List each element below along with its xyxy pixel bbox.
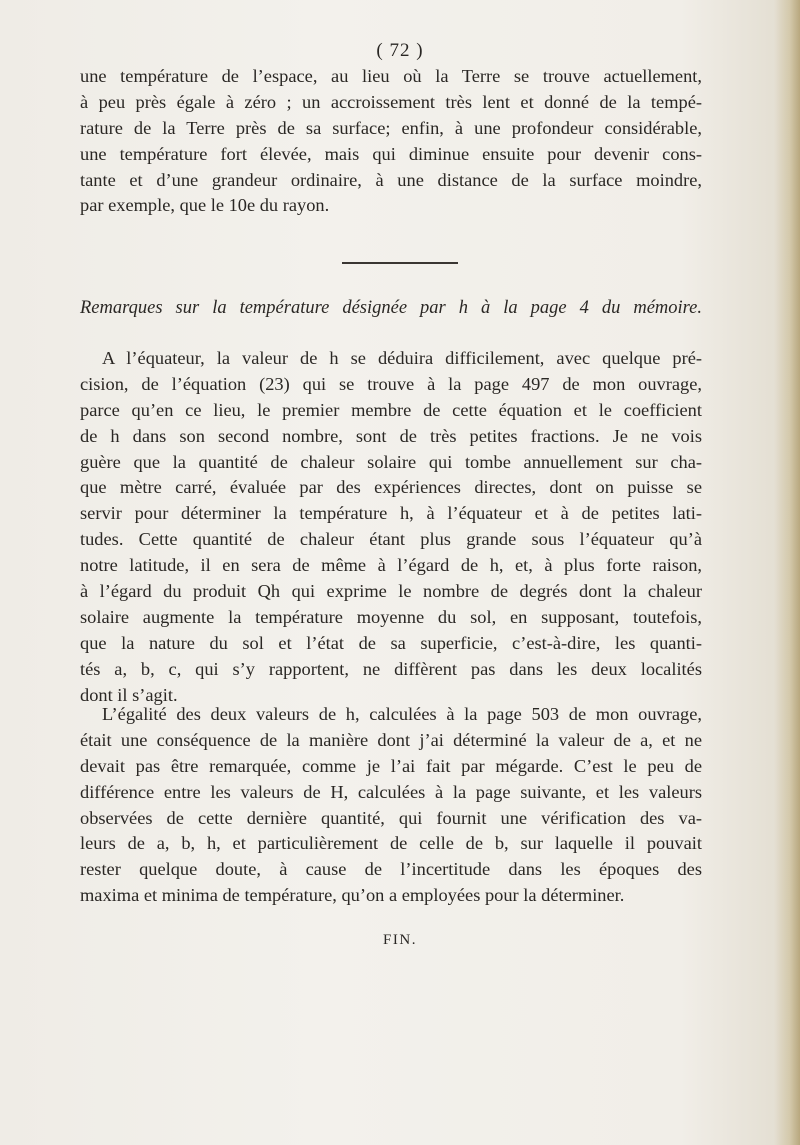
- text-line: cision, de l’équation (23) qui se trouve à la page 497 de mon ouvrage,: [80, 373, 702, 394]
- text-line: A l’équateur, la valeur de h se déduira difficilement, avec quelque pré-: [102, 348, 702, 368]
- text-line: servir pour déterminer la température h, à l’équateur et à de petites lati-: [80, 503, 702, 524]
- section-heading: Remarques sur la température désignée par h à la page 4 du mémoire.: [80, 298, 702, 318]
- text-line: L’égalité des deux valeurs de h, calculées à la page 503 de mon ouvrage,: [102, 704, 702, 724]
- text-line: était une conséquence de la manière dont j’ai déterminé la valeur de a, et ne: [80, 729, 702, 750]
- text-line: guère que la quantité de chaleur solaire qui tombe annuellement sur cha-: [80, 451, 702, 472]
- text-line: notre latitude, il en sera de même à l’égard de h, et, à plus forte raison,: [80, 555, 702, 576]
- paragraph-equator: [80, 346, 702, 708]
- text-line: de h dans son second nombre, sont de très petites fractions. Je ne vois: [80, 425, 702, 446]
- text-line: que la nature du sol et l’état de sa superficie, c’est-à-dire, les quanti-: [80, 632, 702, 653]
- text-line: une température de l’espace, au lieu où la Terre se trouve actuellement,: [80, 66, 702, 86]
- text-line: tés a, b, c, qui s’y rapportent, ne diffèrent pas dans les deux localités: [80, 658, 702, 679]
- text-line: dont il s’agit.: [80, 684, 178, 705]
- text-line: différence entre les valeurs de H, calculées à la page suivante, et les valeurs: [80, 781, 702, 802]
- text-line: que mètre carré, évaluée par des expériences directes, dont on puisse se: [80, 477, 702, 498]
- text-line: rester quelque doute, à cause de l’incertitude dans les époques des: [80, 859, 702, 880]
- text-line: solaire augmente la température moyenne du sol, en supposant, toutefois,: [80, 606, 702, 627]
- text-line: maxima et minima de température, qu’on a employées pour la déterminer.: [80, 885, 625, 906]
- text-line: à peu près égale à zéro ; un accroissement très lent et donné de la tempé-: [80, 91, 702, 112]
- text-line: par exemple, que le 10e du rayon.: [80, 195, 330, 216]
- page-edge-shadow: [774, 0, 800, 1145]
- text-line: à l’égard du produit Qh qui exprime le nombre de degrés dont la chaleur: [80, 581, 702, 602]
- text-line: tante et d’une grandeur ordinaire, à une distance de la surface moindre,: [80, 169, 702, 190]
- page-number: ( 72 ): [376, 40, 424, 61]
- text-line: parce qu’en ce lieu, le premier membre de cette équation et le coefficient: [80, 399, 702, 420]
- text-line: observées de cette dernière quantité, qui fournit une vérification des va-: [80, 807, 702, 828]
- text-line: une température fort élevée, mais qui diminue ensuite pour devenir cons-: [80, 143, 702, 164]
- section-divider: [342, 262, 458, 264]
- text-line: tudes. Cette quantité de chaleur étant plus grande sous l’équateur qu’à: [80, 529, 702, 550]
- end-mark: FIN.: [383, 932, 417, 948]
- text-line: rature de la Terre près de sa surface; enfin, à une profondeur considérable,: [80, 117, 702, 138]
- paragraph-intro: [80, 64, 702, 219]
- text-line: devait pas être remarquée, comme je l’ai fait par mégarde. C’est le peu de: [80, 755, 702, 776]
- paragraph-equality: [80, 702, 702, 909]
- text-line: leurs de a, b, h, et particulièrement de celle de b, sur laquelle il pouvait: [80, 833, 702, 854]
